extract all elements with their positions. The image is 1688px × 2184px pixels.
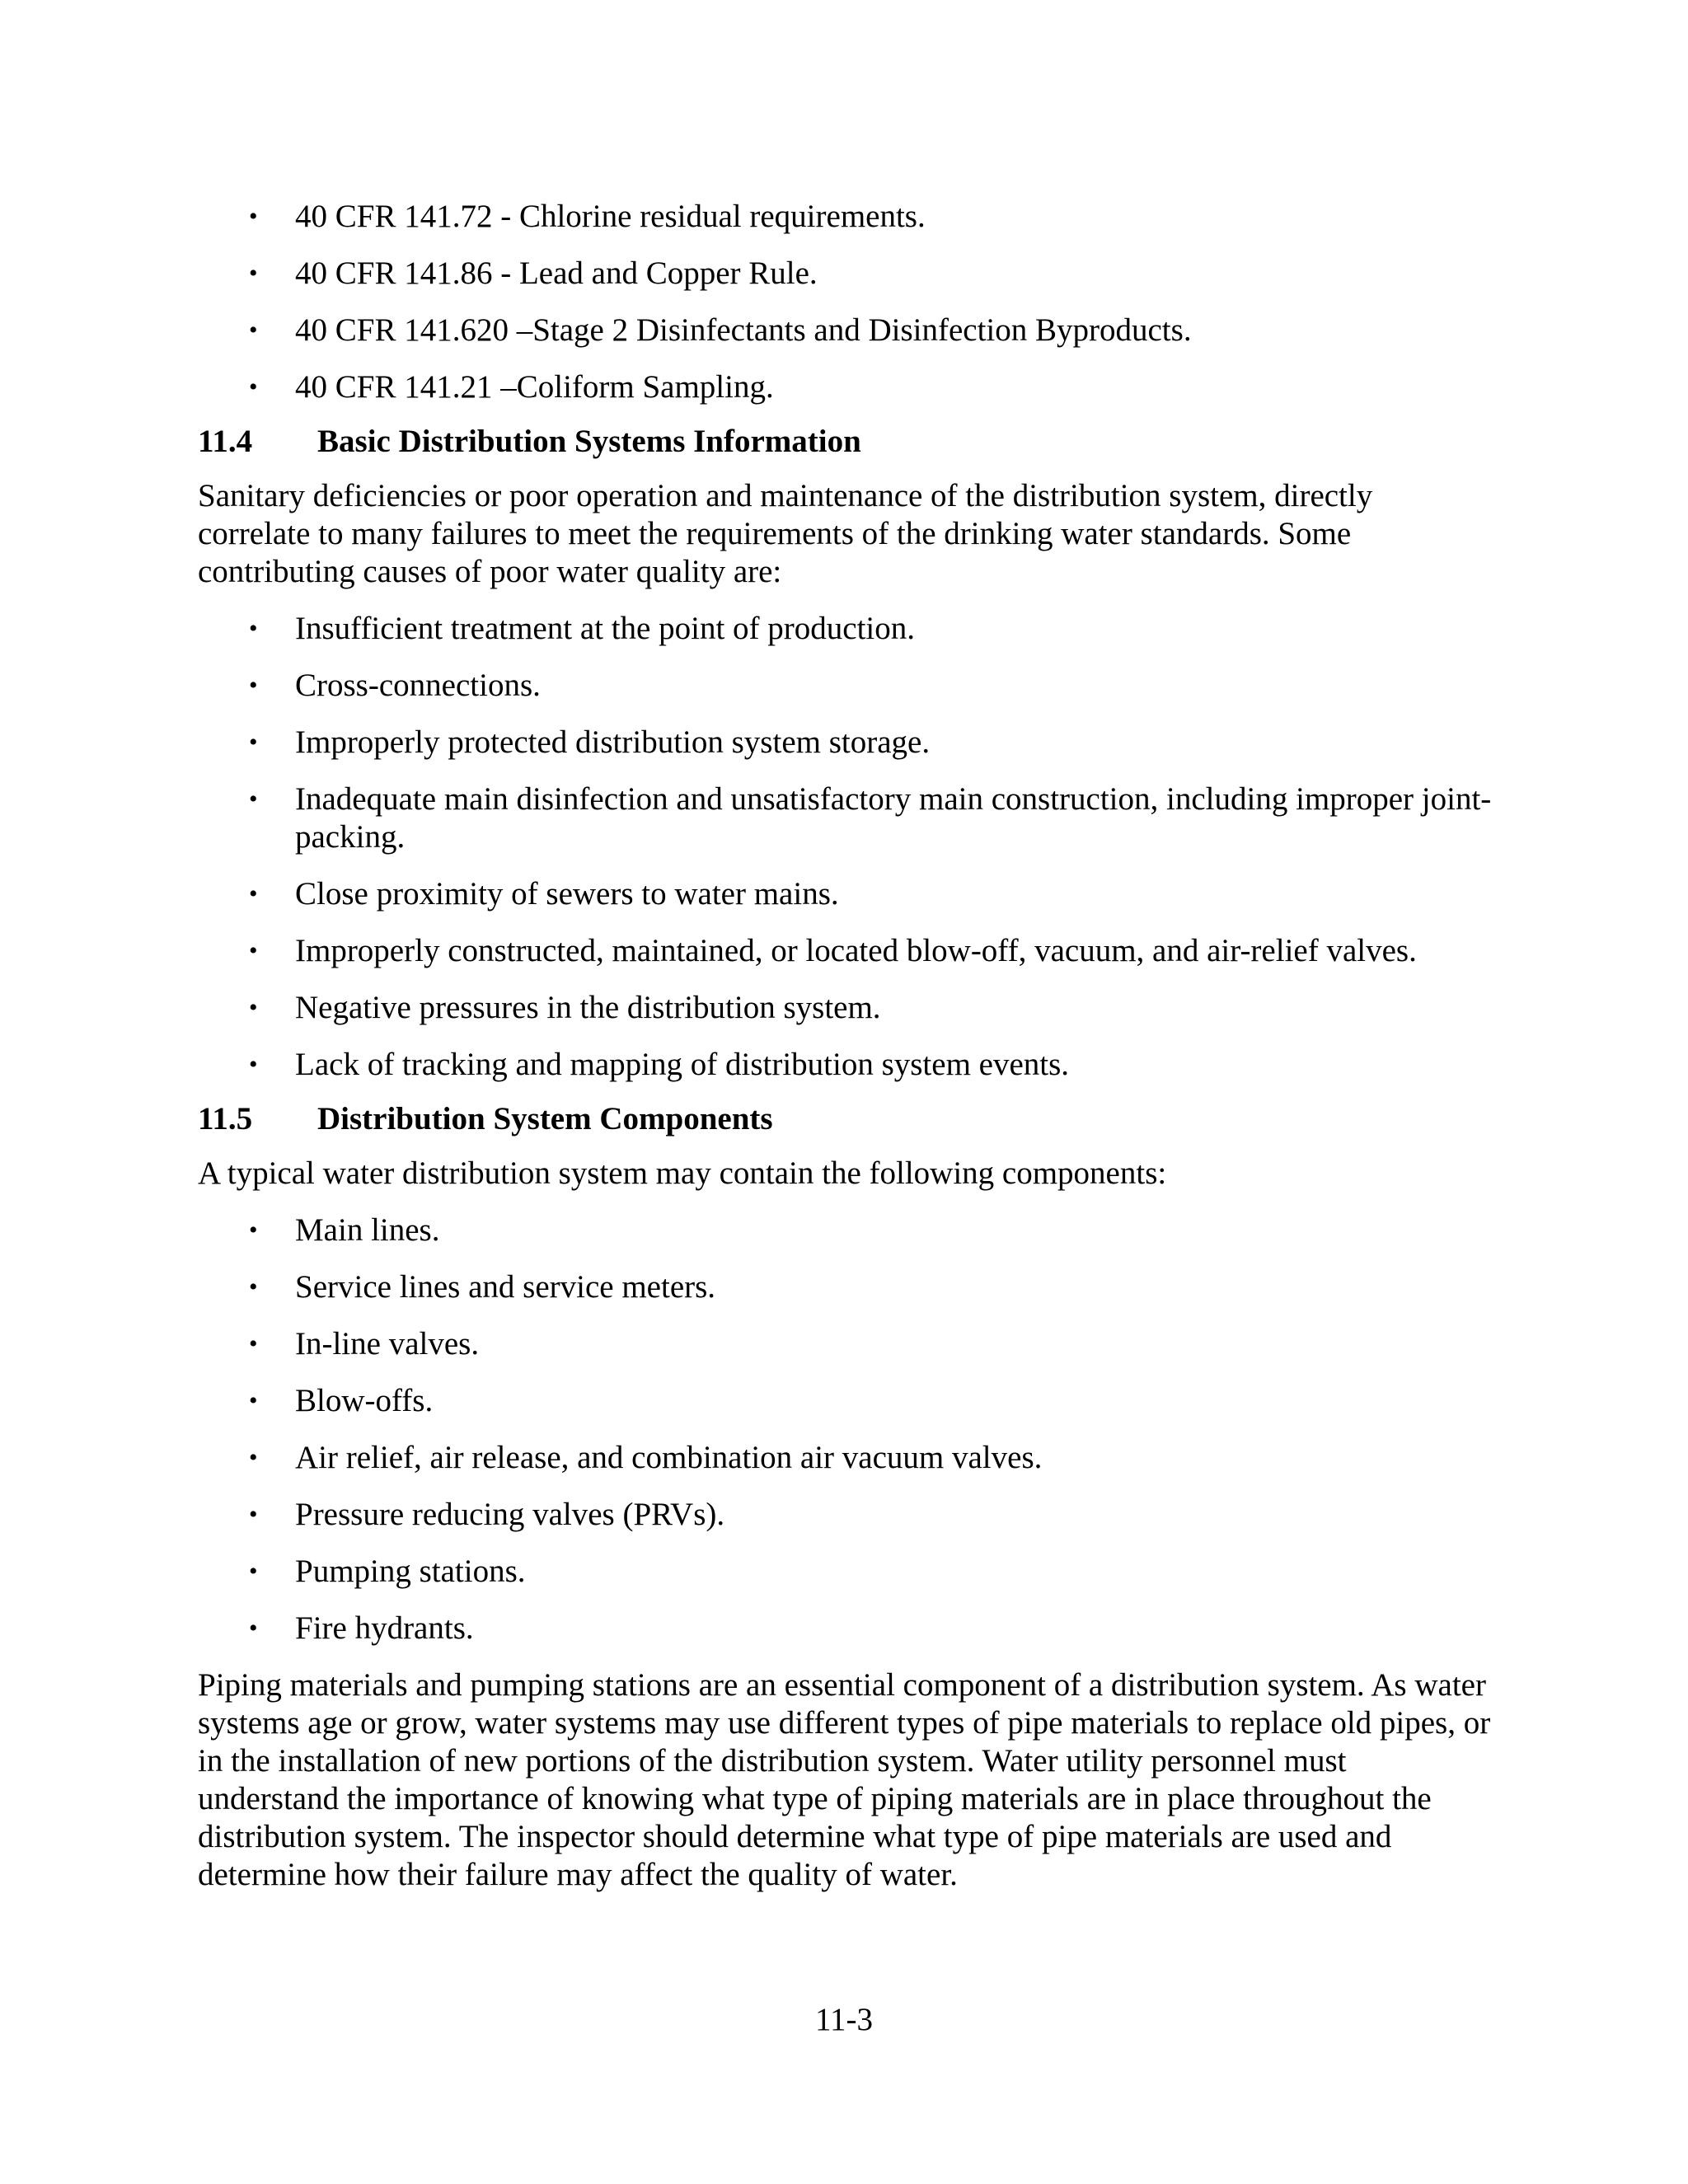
poor-water-quality-causes-list bbox=[198, 610, 1492, 1084]
list-item bbox=[198, 255, 1492, 293]
list-item-text: Service lines and service meters. bbox=[295, 1269, 716, 1305]
section-intro-paragraph: A typical water distribution system may contain the following components: bbox=[198, 1155, 1167, 1191]
bullet-icon: • bbox=[249, 937, 258, 964]
bullet-icon: • bbox=[249, 1615, 258, 1642]
page-number: 11-3 bbox=[814, 2002, 874, 2037]
bullet-icon: • bbox=[249, 1501, 258, 1528]
closing-paragraph: Piping materials and pumping stations are an essential component of a distribution system. As water systems age or grow, water systems may use different types of pipe materials to replace old pipes, or in the installation of new portions of the distribution system. Water utility personnel must understand the importance of knowing what type of piping materials are in place throughout the distribution system. The inspector should determine what type of pipe materials are used and determine how their failure may affect the quality of water. bbox=[198, 1667, 1491, 1892]
list-item bbox=[198, 932, 1492, 970]
section-heading-11-4 bbox=[198, 423, 1492, 461]
list-item bbox=[198, 780, 1492, 856]
list-item-text: Blow-offs. bbox=[295, 1383, 434, 1418]
list-item bbox=[198, 989, 1492, 1027]
bullet-icon: • bbox=[249, 672, 258, 699]
bullet-icon: • bbox=[249, 785, 258, 813]
list-item bbox=[198, 1046, 1492, 1084]
distribution-components-list bbox=[198, 1212, 1492, 1647]
list-item bbox=[198, 1382, 1492, 1420]
section-heading-11-5 bbox=[198, 1100, 1492, 1138]
list-item-text: Pressure reducing valves (PRVs). bbox=[295, 1497, 725, 1532]
list-item-text: Close proximity of sewers to water mains. bbox=[295, 876, 839, 912]
list-item bbox=[198, 667, 1492, 705]
bullet-icon: • bbox=[249, 1387, 258, 1414]
list-item bbox=[198, 368, 1492, 406]
section-title: Basic Distribution Systems Information bbox=[317, 424, 861, 459]
list-item-text: Air relief, air release, and combination air vacuum valves. bbox=[295, 1440, 1043, 1475]
cfr-reference-list bbox=[198, 198, 1492, 406]
list-item-text: Lack of tracking and mapping of distribution system events. bbox=[295, 1047, 1070, 1082]
bullet-icon: • bbox=[249, 615, 258, 642]
list-item bbox=[198, 1553, 1492, 1591]
list-item-text: Cross-connections. bbox=[295, 668, 541, 703]
list-item bbox=[198, 1610, 1492, 1647]
list-item-text: Improperly protected distribution system storage. bbox=[295, 724, 931, 760]
bullet-icon: • bbox=[249, 260, 258, 287]
bullet-icon: • bbox=[249, 316, 258, 344]
bullet-icon: • bbox=[249, 203, 258, 230]
bullet-icon: • bbox=[249, 729, 258, 756]
list-item-text: Pumping stations. bbox=[295, 1554, 526, 1589]
bullet-icon: • bbox=[249, 994, 258, 1021]
list-item-text: In-line valves. bbox=[295, 1326, 480, 1361]
list-item bbox=[198, 198, 1492, 236]
bullet-icon: • bbox=[249, 1051, 258, 1078]
list-item bbox=[198, 875, 1492, 913]
list-item-text: Improperly constructed, maintained, or located blow-off, vacuum, and air-relief valves. bbox=[295, 933, 1417, 968]
bullet-icon: • bbox=[249, 1558, 258, 1585]
list-item-text: Inadequate main disinfection and unsatisfactory main construction, including improper joint-packing. bbox=[295, 781, 1492, 855]
list-item bbox=[198, 724, 1492, 762]
list-item bbox=[198, 312, 1492, 349]
bullet-icon: • bbox=[249, 1330, 258, 1357]
list-item bbox=[198, 610, 1492, 648]
list-item bbox=[198, 1325, 1492, 1363]
bullet-icon: • bbox=[249, 880, 258, 907]
bullet-icon: • bbox=[249, 373, 258, 401]
list-item-text: Negative pressures in the distribution system. bbox=[295, 990, 881, 1025]
list-item-text: Insufficient treatment at the point of production. bbox=[295, 611, 915, 646]
bullet-icon: • bbox=[249, 1273, 258, 1301]
document-page bbox=[198, 198, 1492, 1913]
list-item-text: 40 CFR 141.86 - Lead and Copper Rule. bbox=[295, 255, 818, 291]
section-number: 11.5 bbox=[198, 1101, 253, 1137]
list-item-text: Fire hydrants. bbox=[295, 1610, 474, 1646]
list-item bbox=[198, 1439, 1492, 1477]
section-title: Distribution System Components bbox=[317, 1101, 773, 1137]
list-item-text: 40 CFR 141.21 –Coliform Sampling. bbox=[295, 369, 774, 405]
section-intro-paragraph: Sanitary deficiencies or poor operation and maintenance of the distribution system, directly correlate to many failures to meet the requirements of the drinking water standards. Some contributing causes of poor water quality are: bbox=[198, 478, 1373, 589]
list-item-text: 40 CFR 141.620 –Stage 2 Disinfectants and Disinfection Byproducts. bbox=[295, 312, 1192, 348]
bullet-icon: • bbox=[249, 1216, 258, 1244]
list-item-text: Main lines. bbox=[295, 1212, 440, 1248]
list-item bbox=[198, 1212, 1492, 1249]
bullet-icon: • bbox=[249, 1444, 258, 1471]
list-item bbox=[198, 1268, 1492, 1306]
section-number: 11.4 bbox=[198, 424, 253, 459]
list-item-text: 40 CFR 141.72 - Chlorine residual requirements. bbox=[295, 199, 926, 234]
list-item bbox=[198, 1496, 1492, 1534]
